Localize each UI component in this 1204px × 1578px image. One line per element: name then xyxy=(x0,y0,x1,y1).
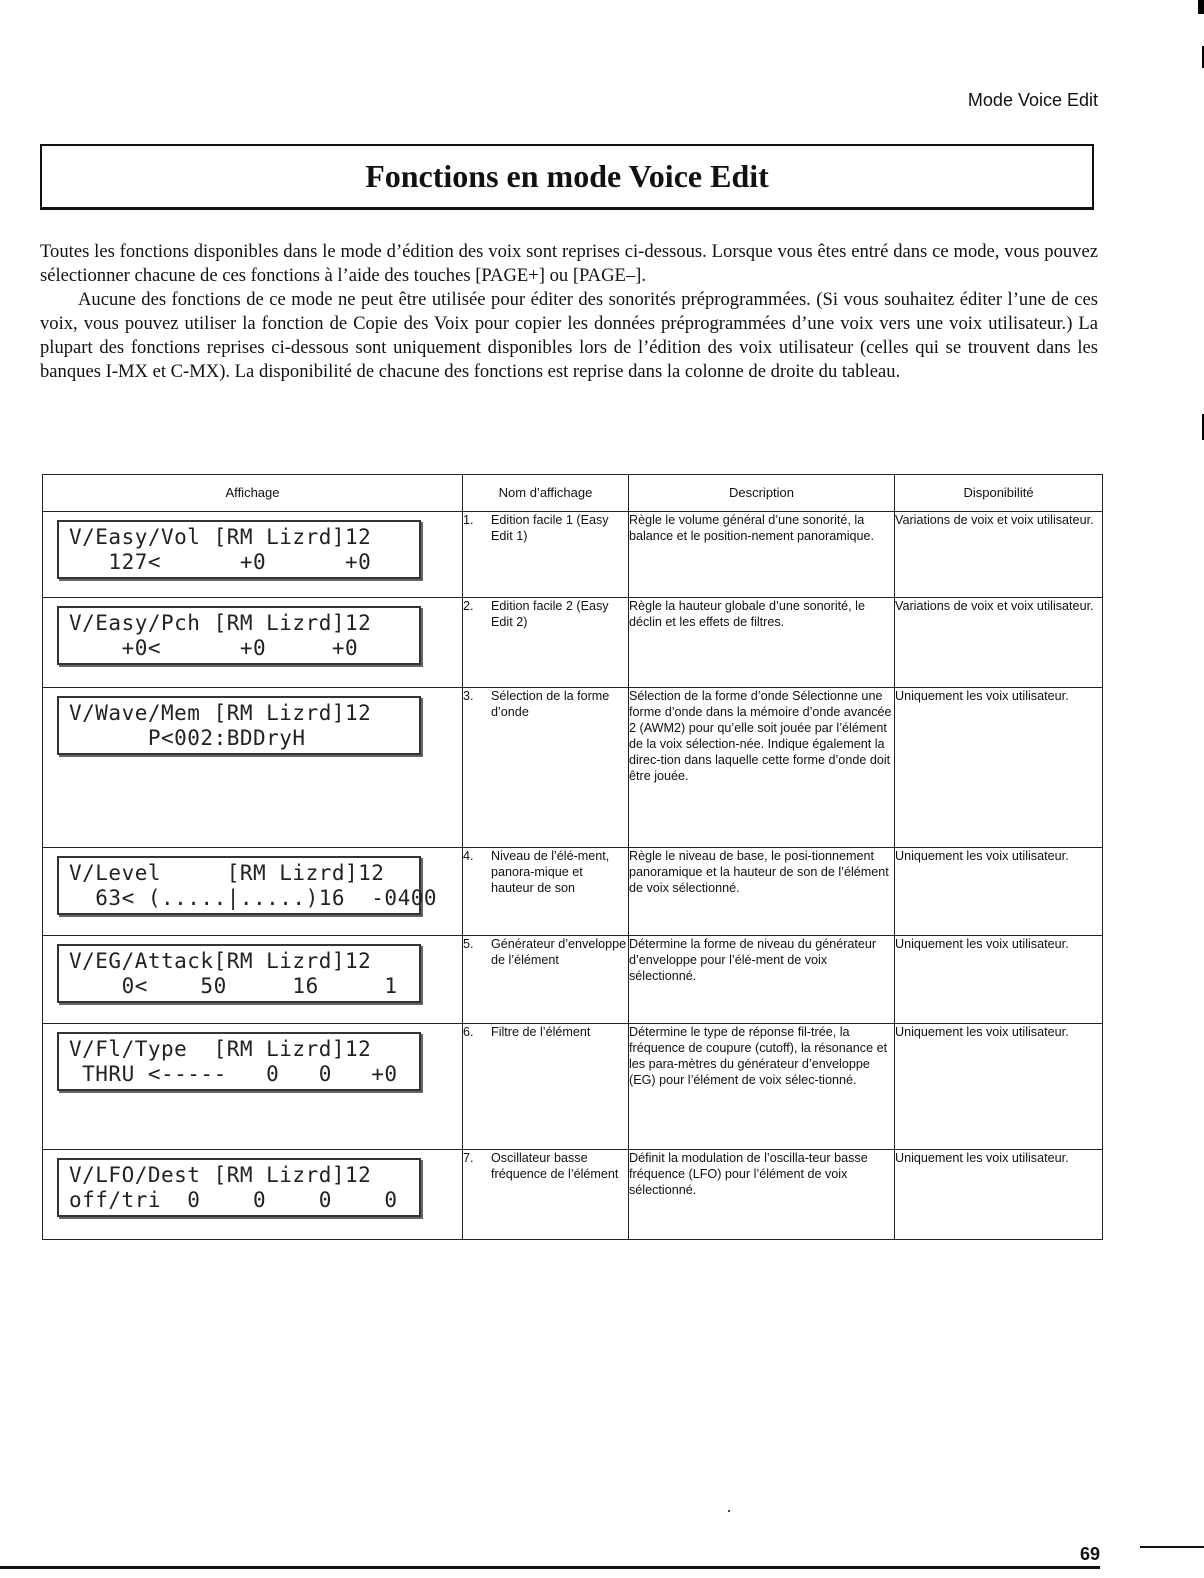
table-row xyxy=(43,1024,1103,1150)
lcd-line-2: THRU <----- 0 0 +0 xyxy=(69,1062,398,1086)
intro-paragraph-2: Aucune des fonctions de ce mode ne peut être utilisée pour éditer des sonorités préprogrammées. (Si vous souhaitez éditer l’une de ces voix, vous pouvez utiliser la fonction de Copie des Voix pour copier les données préprogrammées d’une voix vers une voix utilisateur.) La plupart des fonctions reprises ci-dessous sont uniquement disponibles lors de l’édition des voix utilisateur (celles qui se trouvent dans les banques I-MX et C-MX). La disponibilité de chacune des fonctions est reprise dans la colonne de droite du tableau. xyxy=(40,289,1098,382)
row-number: 5. xyxy=(463,937,474,951)
function-name: Générateur d’enveloppe de l’élément xyxy=(491,937,627,967)
lcd-cell xyxy=(43,688,463,848)
functions-table xyxy=(42,474,1103,1240)
header-availability: Disponibilité xyxy=(895,475,1103,512)
running-header: Mode Voice Edit xyxy=(967,90,1098,110)
lcd-cell xyxy=(43,598,463,688)
lcd-cell xyxy=(43,1024,463,1150)
lcd-cell xyxy=(43,848,463,936)
scan-speck xyxy=(728,1510,730,1512)
description: Détermine le type de réponse fil-trée, la fréquence de coupure (cutoff), la résonance et les para-mètres du générateur d’enveloppe (EG) pour l’élément de voix sélec-tionné. xyxy=(629,1024,895,1150)
function-name: Edition facile 2 (Easy Edit 2) xyxy=(491,599,609,629)
lcd-display xyxy=(57,520,421,579)
availability: Uniquement les voix utilisateur. xyxy=(895,1024,1103,1150)
function-name: Filtre de l’élément xyxy=(491,1025,591,1039)
lcd-display xyxy=(57,856,438,915)
lcd-line-1: V/Easy/Pch [RM Lizrd]12 xyxy=(69,611,372,635)
lcd-cell xyxy=(43,1150,463,1240)
table-row xyxy=(43,688,1103,848)
footer-dash xyxy=(1140,1546,1204,1548)
name-cell xyxy=(463,848,629,936)
table-row xyxy=(43,598,1103,688)
availability: Uniquement les voix utilisateur. xyxy=(895,1150,1103,1240)
title-box xyxy=(40,144,1094,210)
description: Détermine la forme de niveau du générateur d’enveloppe pour l’élé-ment de voix sélectionné. xyxy=(629,936,895,1024)
name-cell xyxy=(463,512,629,598)
lcd-display xyxy=(57,606,421,665)
name-cell xyxy=(463,936,629,1024)
name-cell xyxy=(463,1024,629,1150)
lcd-cell xyxy=(43,936,463,1024)
availability: Variations de voix et voix utilisateur. xyxy=(895,598,1103,688)
row-number: 1. xyxy=(463,513,474,527)
table-row xyxy=(43,848,1103,936)
availability: Variations de voix et voix utilisateur. xyxy=(895,512,1103,598)
header-display: Affichage xyxy=(43,475,463,512)
availability: Uniquement les voix utilisateur. xyxy=(895,936,1103,1024)
lcd-display xyxy=(57,696,421,755)
page-title: Fonctions en mode Voice Edit xyxy=(365,158,769,194)
function-name: Sélection de la forme d’onde xyxy=(491,689,610,719)
availability: Uniquement les voix utilisateur. xyxy=(895,688,1103,848)
lcd-line-1: V/EG/Attack[RM Lizrd]12 xyxy=(69,949,372,973)
intro-text xyxy=(40,240,1098,384)
row-number: 4. xyxy=(463,849,474,863)
lcd-cell xyxy=(43,512,463,598)
intro-paragraph-1: Toutes les fonctions disponibles dans le mode d’édition des voix sont reprises ci-dessous. Lorsque vous êtes entré dans ce mode, vous pouvez sélectionner chacune de ces fonctions à l’aide des touches [PAGE+] ou [PAGE–]. xyxy=(40,241,1098,286)
header-name: Nom d’affichage xyxy=(463,475,629,512)
function-name: Oscillateur basse fréquence de l’élément xyxy=(491,1151,619,1181)
table-row xyxy=(43,936,1103,1024)
name-cell xyxy=(463,1150,629,1240)
lcd-line-1: V/Level [RM Lizrd]12 xyxy=(69,861,385,885)
row-number: 7. xyxy=(463,1151,474,1165)
table-row xyxy=(43,512,1103,598)
table-row xyxy=(43,1150,1103,1240)
lcd-display xyxy=(57,1158,421,1217)
name-cell xyxy=(463,598,629,688)
lcd-line-1: V/Wave/Mem [RM Lizrd]12 xyxy=(69,701,372,725)
description: Règle le niveau de base, le posi-tionnement panoramique et la hauteur de son de l’élément de voix sélectionné. xyxy=(629,848,895,936)
table-header-row xyxy=(43,475,1103,512)
row-number: 6. xyxy=(463,1025,474,1039)
lcd-display xyxy=(57,1032,421,1091)
page-number: 69 xyxy=(1079,1544,1100,1564)
name-cell xyxy=(463,688,629,848)
lcd-line-2: 0< 50 16 1 xyxy=(69,974,398,998)
availability: Uniquement les voix utilisateur. xyxy=(895,848,1103,936)
row-number: 3. xyxy=(463,689,474,703)
lcd-line-1: V/Easy/Vol [RM Lizrd]12 xyxy=(69,525,372,549)
lcd-line-1: V/LFO/Dest [RM Lizrd]12 xyxy=(69,1163,372,1187)
footer-rule xyxy=(0,1566,1100,1569)
lcd-line-2: 127< +0 +0 xyxy=(69,550,372,574)
description: Règle le volume général d’une sonorité, la balance et le position-nement panoramique. xyxy=(629,512,895,598)
description: Sélection de la forme d’onde Sélectionne une forme d’onde dans la mémoire d’onde avancée 2 (AWM2) pour qu’elle soit jouée par l’élément de la voix sélection-née. Indique également la direc-tion dans laquelle cette forme d’onde doit être jouée. xyxy=(629,688,895,848)
description: Règle la hauteur globale d’une sonorité, le déclin et les effets de filtres. xyxy=(629,598,895,688)
lcd-line-1: V/Fl/Type [RM Lizrd]12 xyxy=(69,1037,372,1061)
lcd-line-2: off/tri 0 0 0 0 xyxy=(69,1188,398,1212)
function-name: Niveau de l’élé-ment, panora-mique et hauteur de son xyxy=(491,849,610,895)
lcd-line-2: 63< (.....|.....)16 -0400 xyxy=(69,886,438,910)
lcd-line-2: P<002:BDDryH xyxy=(69,726,306,750)
lcd-line-2: +0< +0 +0 xyxy=(69,636,359,660)
header-description: Description xyxy=(629,475,895,512)
function-name: Edition facile 1 (Easy Edit 1) xyxy=(491,513,609,543)
description: Définit la modulation de l’oscilla-teur basse fréquence (LFO) pour l’élément de voix sélectionné. xyxy=(629,1150,895,1240)
row-number: 2. xyxy=(463,599,474,613)
edge-mark xyxy=(1198,0,1204,14)
lcd-display xyxy=(57,944,421,1003)
